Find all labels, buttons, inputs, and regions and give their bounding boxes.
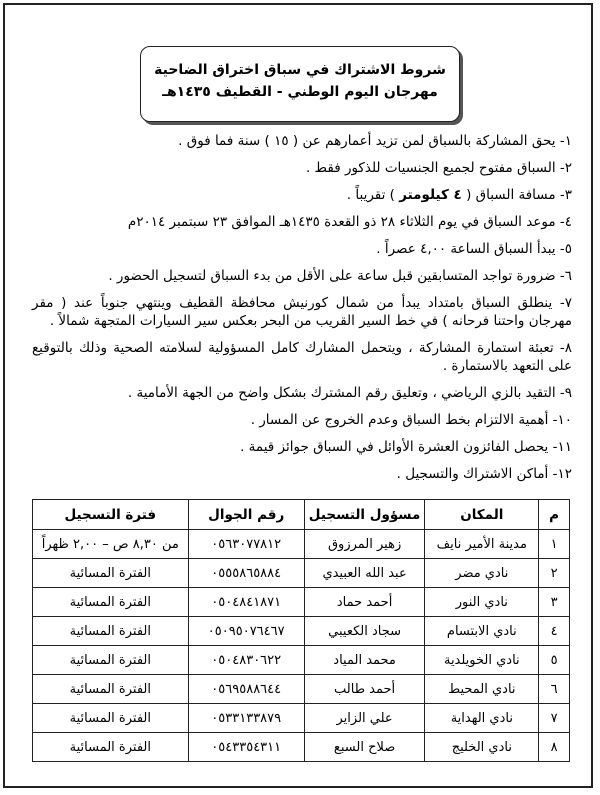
cell-coordinator: زهير المرزوق [304,530,425,559]
table-header-row [33,500,570,530]
cell-place: نادي الابتسام [425,617,539,646]
cell-period: الفترة المسائية [33,559,189,588]
cell-num: ٨ [539,733,570,762]
cell-place: نادي الهداية [425,704,539,733]
table-row [33,646,570,675]
rule-item: ٧- ينطلق السباق بامتداد يبدأ من شمال كورنيش محافظة القطيف وينتهي جنوباً عند ( مقر مهرجان واحتنا فرحانه ) في خط السير القريب من البحر بعكس سير السيارات المتجهة شمالاً . [32,295,572,329]
cell-num: ١ [539,530,570,559]
cell-place: نادي مضر [425,559,539,588]
cell-period: الفترة المسائية [33,733,189,762]
rule-text: ٣- مسافة السباق ( [461,187,572,203]
header-place: المكان [425,500,539,530]
cell-num: ٢ [539,559,570,588]
cell-num: ٧ [539,704,570,733]
header-num: م [539,500,570,530]
table-row [33,675,570,704]
header-period: فترة التسجيل [33,500,189,530]
cell-coordinator: علي الزاير [304,704,425,733]
cell-num: ٥ [539,646,570,675]
cell-place: مدينة الأمير نايف [425,530,539,559]
table-row [33,617,570,646]
table-row [33,704,570,733]
cell-coordinator: عبد الله العبيدي [304,559,425,588]
rule-item [32,186,572,204]
cell-phone: ٠٥٦٩٥٨٨٦٤٤ [188,675,304,704]
cell-phone: ٠٥٠٤٨٣٠٦٢٢ [188,646,304,675]
cell-coordinator: سجاد الكعيبي [304,617,425,646]
cell-phone: ٠٥٦٣٠٧٧٨١٢ [188,530,304,559]
rule-item: ١- يحق المشاركة بالسباق لمن تزيد أعمارهم عن ( ١٥ ) سنة فما فوق . [178,133,572,149]
table-row [33,733,570,762]
rule-item: ٦- ضرورة تواجد المتسابقين قبل ساعة على الأقل من بدء السباق لتسجيل الحضور . [108,268,572,284]
rule-text: ) تقريباً . [346,187,400,203]
cell-phone: ٠٥٠٤٨٤١٨٧١ [188,588,304,617]
rule-item: ١٢- أماكن الاشتراك والتسجيل . [396,466,572,482]
cell-place: نادي الخويلدية [425,646,539,675]
table-row [33,588,570,617]
registration-table [32,499,570,762]
header-coordinator: مسؤول التسجيل [304,500,425,530]
race-distance: ٤ كيلومتر [399,187,462,203]
rule-item: ٨- تعبئة استمارة المشاركة ، ويتحمل المشارك كامل المسؤولية لسلامته الصحية وذلك بالتوقيع على التعهد بالاستمارة . [32,340,572,374]
cell-num: ٣ [539,588,570,617]
title-box [140,46,460,122]
page-title: شروط الاشتراك في سباق اختراق الضاحية [154,62,446,78]
cell-period: الفترة المسائية [33,588,189,617]
cell-coordinator: محمد المياد [304,646,425,675]
rule-item: ١٠- أهمية الالتزام بخط السباق وعدم الخروج عن المسار . [250,412,572,428]
rules-list [32,132,572,492]
cell-place: نادي المحيط [425,675,539,704]
rule-item: ٥- يبدأ السباق الساعة ٤,٠٠ عصراً . [376,241,572,257]
cell-period: من ٨,٣٠ ص – ٢,٠٠ ظهراً [33,530,189,559]
rule-item: ٢- السباق مفتوح لجميع الجنسيات للذكور فقط . [305,160,572,176]
rule-item: ١١- يحصل الفائزون العشرة الأوائل في السباق جوائز قيمة . [240,439,572,455]
rule-item: ٩- التقيد بالزي الرياضي ، وتعليق رقم المشترك بشكل واضح من الجهة الأمامية . [127,385,572,401]
cell-num: ٦ [539,675,570,704]
table-row [33,559,570,588]
table-row [33,530,570,559]
cell-period: الفترة المسائية [33,704,189,733]
page-subtitle: مهرجان اليوم الوطني - القطيف ١٤٣٥هـ [162,84,438,100]
cell-coordinator: صلاح السبع [304,733,425,762]
cell-place: نادي النور [425,588,539,617]
cell-coordinator: أحمد حماد [304,588,425,617]
cell-phone: ٠٥٣٣١٣٣٨٧٩ [188,704,304,733]
cell-period: الفترة المسائية [33,675,189,704]
cell-coordinator: أحمد طالب [304,675,425,704]
cell-place: نادي الخليج [425,733,539,762]
cell-period: الفترة المسائية [33,617,189,646]
cell-num: ٤ [539,617,570,646]
rule-item: ٤- موعد السباق في يوم الثلاثاء ٢٨ ذو القعدة ١٤٣٥هـ الموافق ٢٣ سبتمبر ٢٠١٤م [127,214,572,230]
header-phone: رقم الجوال [188,500,304,530]
cell-period: الفترة المسائية [33,646,189,675]
cell-phone: ٠٥٤٣٣٥٤٣١١ [188,733,304,762]
cell-phone: ٠٥٠٩٥٠٧٦٤٦٧ [188,617,304,646]
cell-phone: ٠٥٥٥٨٦٥٨٨٤ [188,559,304,588]
